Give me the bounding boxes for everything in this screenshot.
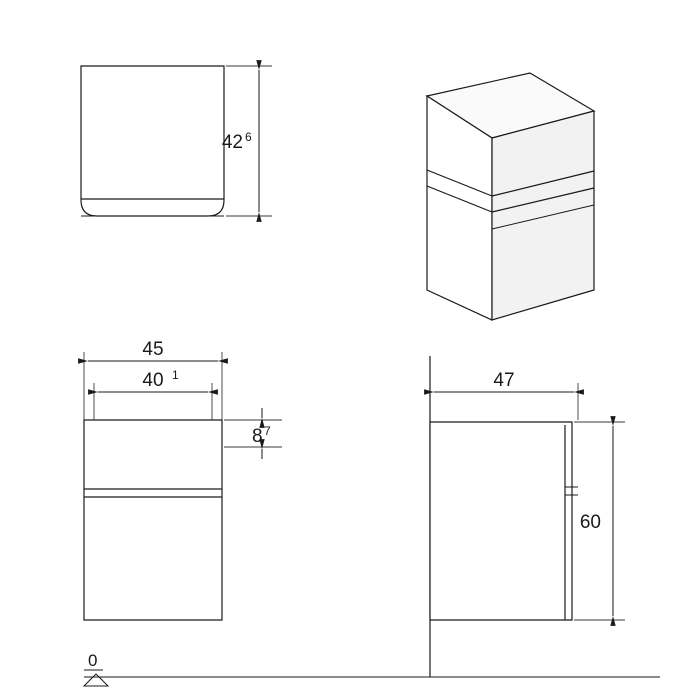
isometric-view — [427, 73, 594, 320]
dim-depth-47-value: 47 — [493, 370, 515, 391]
front-elevation-view — [84, 339, 660, 686]
dim-height-42-superscript: 6 — [245, 130, 252, 144]
dim-height-42-value: 42 — [221, 132, 243, 153]
dim-height-8-value: 8 — [252, 426, 263, 447]
side-elevation-view — [81, 66, 272, 216]
side-section-view — [430, 356, 625, 677]
dim-height-60-value: 60 — [579, 512, 601, 533]
dim-width-40-value: 40 — [142, 370, 164, 391]
floor-level-label: 0 — [88, 651, 98, 670]
dim-height-8-superscript: 7 — [264, 424, 271, 438]
dim-width-45-value: 45 — [142, 339, 164, 360]
dim-width-40-superscript: 1 — [172, 368, 179, 382]
